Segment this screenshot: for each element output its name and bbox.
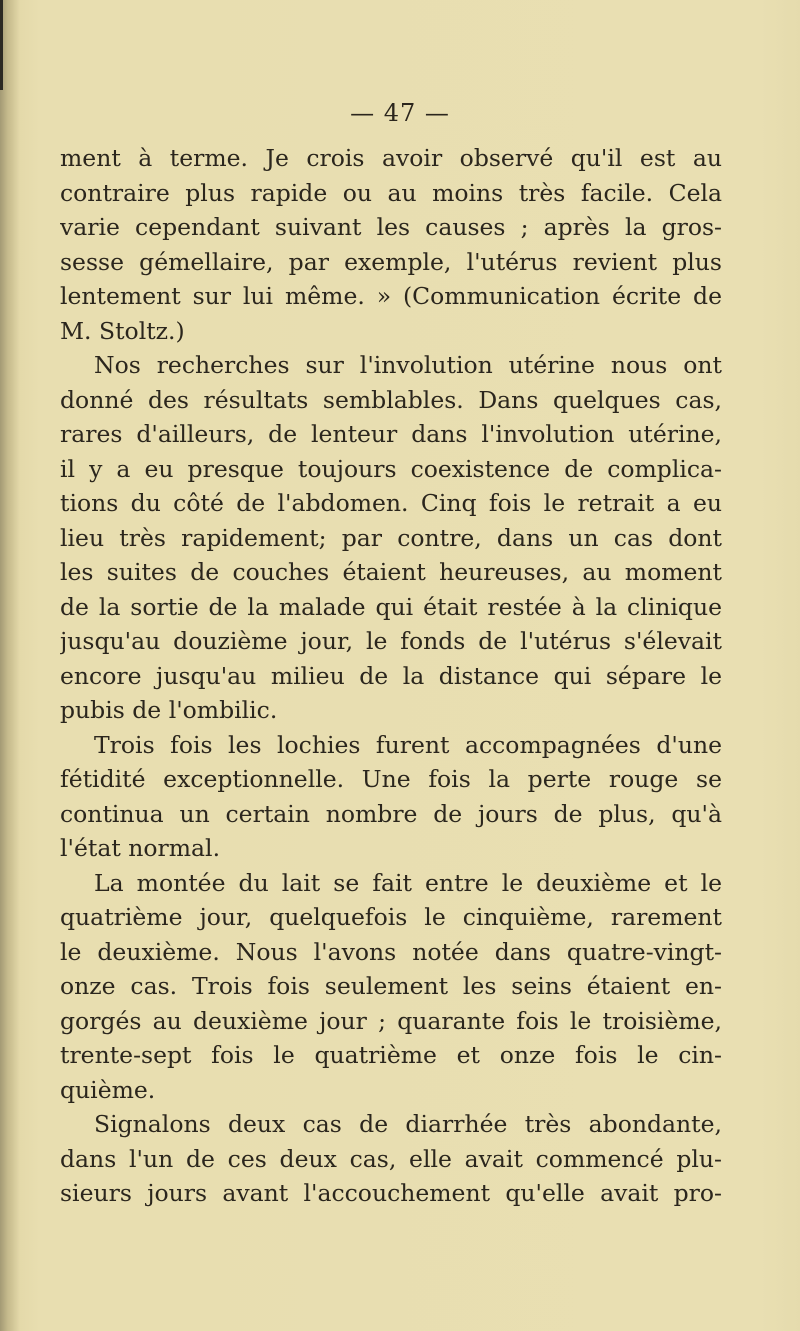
text-line: les suites de couches étaient heureuses, au moment bbox=[60, 558, 722, 586]
text-line: varie cependant suivant les causes ; après la gros- bbox=[60, 213, 722, 241]
text-line: gorgés au deuxième jour ; quarante fois le troisième, bbox=[60, 1006, 722, 1035]
text-line: rares d'ailleurs, de lenteur dans l'involution utérine, bbox=[60, 420, 722, 448]
text-line: La montée du lait se fait entre le deuxième et le bbox=[94, 868, 722, 897]
text-line: encore jusqu'au milieu de la distance qui sépare le bbox=[60, 661, 722, 690]
text-line: quatrième jour, quelquefois le cinquième, rarement bbox=[60, 903, 722, 931]
text-line: dans l'un de ces deux cas, elle avait commencé plu- bbox=[60, 1144, 722, 1173]
text-line: Signalons deux cas de diarrhée très abondante, bbox=[94, 1110, 722, 1138]
text-line: l'état normal. bbox=[60, 834, 221, 862]
text-line: donné des résultats semblables. Dans quelques cas, bbox=[60, 385, 722, 414]
text-line: lieu très rapidement; par contre, dans un cas dont bbox=[60, 523, 722, 552]
text-line: sieurs jours avant l'accouchement qu'elle avait pro- bbox=[60, 1179, 722, 1207]
text-line: ment à terme. Je crois avoir observé qu'il est au bbox=[60, 144, 722, 172]
text-line: il y a eu presque toujours coexistence de complica- bbox=[60, 454, 722, 483]
text-line: jusqu'au douzième jour, le fonds de l'utérus s'élevait bbox=[60, 627, 722, 655]
text-line: quième. bbox=[60, 1075, 156, 1104]
text-line: contraire plus rapide ou au moins très facile. Cela bbox=[60, 178, 722, 207]
text-line: M. Stoltz.) bbox=[60, 316, 185, 345]
body-text bbox=[60, 141, 722, 1211]
text-line: onze cas. Trois fois seulement les seins étaient en- bbox=[60, 972, 722, 1000]
text-line: continua un certain nombre de jours de plus, qu'à bbox=[60, 799, 722, 828]
page-edge-mark bbox=[0, 0, 3, 90]
text-line: lentement sur lui même. » (Communication écrite de bbox=[60, 282, 722, 310]
page-spine-shadow bbox=[0, 0, 20, 1331]
text-line: trente-sept fois le quatrième et onze fois le cin- bbox=[60, 1041, 722, 1069]
text-line: Nos recherches sur l'involution utérine nous ont bbox=[94, 351, 722, 379]
text-line: Trois fois les lochies furent accompagnées d'une bbox=[94, 730, 722, 759]
text-line: tions du côté de l'abdomen. Cinq fois le retrait a eu bbox=[60, 489, 722, 517]
text-line: sesse gémellaire, par exemple, l'utérus revient plus bbox=[60, 247, 722, 276]
text-line: de la sortie de la malade qui était restée à la clinique bbox=[60, 592, 722, 621]
page-number: — 47 — bbox=[350, 99, 450, 127]
text-line: fétidité exceptionnelle. Une fois la perte rouge se bbox=[60, 765, 722, 793]
text-line: le deuxième. Nous l'avons notée dans quatre-vingt- bbox=[60, 937, 722, 966]
text-line: pubis de l'ombilic. bbox=[60, 696, 278, 724]
